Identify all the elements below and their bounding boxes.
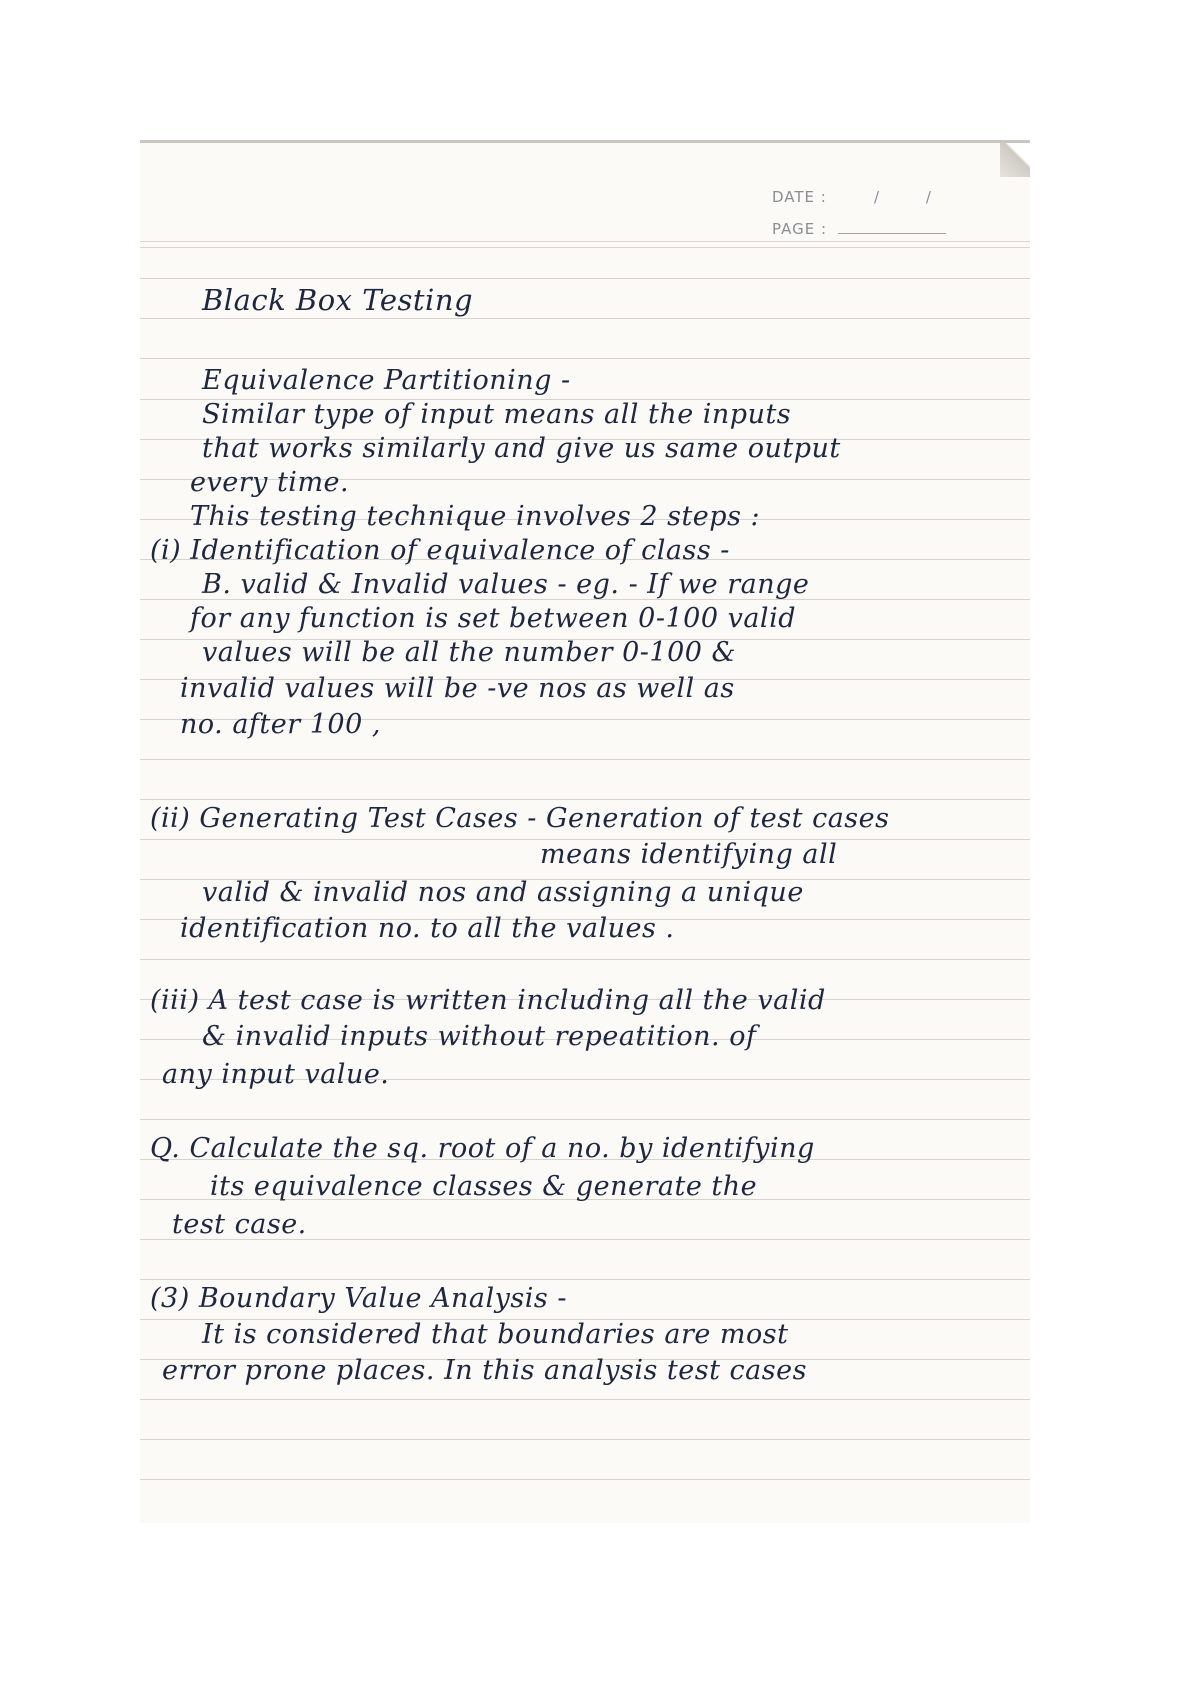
note-line: & invalid inputs without repeatition. of — [202, 1021, 757, 1052]
ruled-line — [140, 318, 1030, 319]
ruled-line — [140, 1399, 1030, 1400]
note-line: means identifying all — [540, 839, 838, 870]
note-line: every time. — [190, 467, 350, 498]
ruled-line — [140, 278, 1030, 279]
page-label: PAGE : — [772, 220, 828, 238]
ruled-line — [140, 799, 1030, 800]
page-corner-fold — [1000, 140, 1030, 177]
note-line: Similar type of input means all the inputs — [202, 399, 792, 430]
ruled-line — [140, 759, 1030, 760]
date-slashes: / / — [874, 188, 932, 206]
note-line: B. valid & Invalid values - eg. - If we range — [202, 569, 810, 600]
note-line: identification no. to all the values . — [180, 913, 675, 944]
note-line: its equivalence classes & generate the — [210, 1171, 758, 1202]
step1-heading: (i) Identification of equivalence of class - — [150, 535, 730, 566]
note-line: values will be all the number 0-100 & — [202, 637, 737, 668]
note-line: invalid values will be -ve nos as well as — [180, 673, 735, 704]
note-line: test case. — [172, 1209, 307, 1240]
page-number-line — [838, 232, 946, 234]
notebook-page — [140, 140, 1030, 1523]
note-line: This testing technique involves 2 steps : — [190, 501, 761, 532]
ruled-line — [140, 1479, 1030, 1480]
note-line: It is considered that boundaries are most — [202, 1319, 789, 1350]
ruled-line — [140, 959, 1030, 960]
ruled-line — [140, 247, 1030, 248]
ep-heading: Equivalence Partitioning - — [202, 365, 571, 396]
step2-heading: (ii) Generating Test Cases - Generation of test cases — [150, 803, 890, 834]
note-line: error prone places. In this analysis test cases — [162, 1355, 807, 1386]
date-row — [772, 181, 992, 213]
note-line: that works similarly and give us same output — [202, 433, 841, 464]
date-page-header — [772, 181, 992, 245]
note-line: valid & invalid nos and assigning a unique — [202, 877, 804, 908]
ruled-line — [140, 1439, 1030, 1440]
ruled-line — [140, 241, 1030, 242]
question-heading: Q. Calculate the sq. root of a no. by identifying — [150, 1133, 815, 1164]
note-line: no. after 100 , — [180, 709, 381, 740]
note-line: any input value. — [162, 1059, 390, 1090]
note-line: for any function is set between 0-100 valid — [190, 603, 796, 634]
date-label: DATE : — [772, 188, 827, 206]
bva-heading: (3) Boundary Value Analysis - — [150, 1283, 567, 1314]
page-title: Black Box Testing — [202, 283, 474, 317]
ruled-line — [140, 1119, 1030, 1120]
step3-heading: (iii) A test case is written including all the valid — [150, 985, 826, 1016]
ruled-line — [140, 1279, 1030, 1280]
ruled-line — [140, 358, 1030, 359]
